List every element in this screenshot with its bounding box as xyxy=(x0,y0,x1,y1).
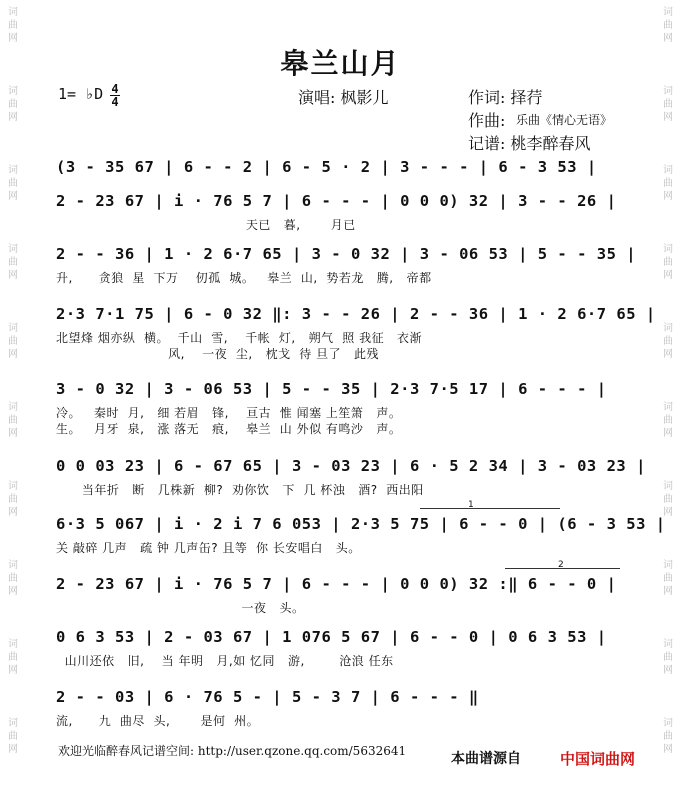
watermark-group xyxy=(657,243,679,282)
watermark-group xyxy=(657,6,679,45)
watermark-char: 曲 xyxy=(8,20,18,31)
watermark-group xyxy=(2,85,24,124)
watermark-char: 网 xyxy=(8,665,18,676)
watermark-char: 网 xyxy=(8,428,18,439)
notes-line: 2 - - 36 | 1 · 2 6·7 65 | 3 - 0 32 | 3 - 06 53 | 5 - - 35 | xyxy=(56,245,637,263)
watermark-char: 网 xyxy=(8,270,18,281)
notes-line: 2 - 23 67 | i · 76 5 7 | 6 - - - | 0 0 0) 32 | 3 - - 26 | xyxy=(56,192,617,210)
watermark-char: 网 xyxy=(663,112,673,123)
lyricist-credit: 作词: 择荇 xyxy=(468,88,543,107)
watermark-char: 网 xyxy=(8,191,18,202)
watermark-right xyxy=(657,0,679,795)
notes-line: 2 - 23 67 | i · 76 5 7 | 6 - - - | 0 0 0) 32 :‖ 6 - - 0 | xyxy=(56,575,617,593)
watermark-char: 曲 xyxy=(663,731,673,742)
watermark-char: 词 xyxy=(8,244,18,255)
watermark-group xyxy=(657,559,679,598)
notes-line: 3 - 0 32 | 3 - 06 53 | 5 - - 35 | 2·3 7·5 17 | 6 - - - | xyxy=(56,380,607,398)
lyrics-line: 风, 一夜 尘, 枕戈 待 旦了 此残 xyxy=(56,347,380,361)
notes-line: (3 - 35 67 | 6 - - 2 | 6 - 5 · 2 | 3 - - - | 6 - 3 53 | xyxy=(56,158,597,176)
watermark-char: 曲 xyxy=(663,257,673,268)
watermark-char: 网 xyxy=(663,270,673,281)
time-bottom: 4 xyxy=(111,95,119,109)
watermark-group xyxy=(2,401,24,440)
watermark-char: 曲 xyxy=(8,99,18,110)
singer-credit: 演唱: 枫影儿 xyxy=(298,88,389,107)
watermark-char: 网 xyxy=(663,744,673,755)
watermark-char: 曲 xyxy=(663,99,673,110)
watermark-group xyxy=(2,6,24,45)
watermark-group xyxy=(2,480,24,519)
volta-2-number: 2 xyxy=(558,560,564,570)
notes-line: 2 - - 03 | 6 · 76 5 - | 5 - 3 7 | 6 - - - ‖ xyxy=(56,688,479,706)
watermark-char: 词 xyxy=(8,560,18,571)
watermark-char: 曲 xyxy=(8,573,18,584)
lyrics-line: 冷。 秦时 月, 细 若眉 锋, 亘古 惟 闻塞 上笙箫 声。 xyxy=(56,406,402,420)
watermark-char: 词 xyxy=(663,86,673,97)
lyrics-line: 流, 九 曲尽 头, 是何 州。 xyxy=(56,714,260,728)
watermark-group xyxy=(2,322,24,361)
watermark-group xyxy=(2,243,24,282)
watermark-char: 网 xyxy=(8,744,18,755)
transcriber-credit: 记谱: 桃李醉春风 xyxy=(468,134,591,153)
notes-line: 0 0 03 23 | 6 - 67 65 | 3 - 03 23 | 6 · 5 2 34 | 3 - 03 23 | xyxy=(56,457,646,475)
watermark-char: 词 xyxy=(663,718,673,729)
watermark-group xyxy=(657,717,679,756)
watermark-char: 词 xyxy=(663,7,673,18)
watermark-char: 曲 xyxy=(8,257,18,268)
volta-1-line xyxy=(420,508,560,509)
watermark-group xyxy=(657,322,679,361)
lyrics-line: 生。 月牙 泉, 涨 落无 痕, 皋兰 山 外似 有鸣沙 声。 xyxy=(56,422,402,436)
watermark-char: 词 xyxy=(8,402,18,413)
watermark-group xyxy=(2,164,24,203)
watermark-char: 网 xyxy=(8,112,18,123)
watermark-char: 网 xyxy=(663,586,673,597)
song-title: 皋兰山月 xyxy=(280,47,401,80)
key-signature: 1= ♭D xyxy=(58,85,104,103)
watermark-char: 网 xyxy=(8,507,18,518)
notes-line: 6·3 5 067 | i · 2 i 7 6 053 | 2·3 5 75 | 6 - - 0 | (6 - 3 53 | xyxy=(56,515,666,533)
watermark-char: 词 xyxy=(663,560,673,571)
notes-line: 0 6 3 53 | 2 - 03 67 | 1 076 5 67 | 6 - - 0 | 0 6 3 53 | xyxy=(56,628,607,646)
watermark-char: 曲 xyxy=(663,336,673,347)
watermark-char: 网 xyxy=(663,33,673,44)
time-signature xyxy=(110,84,120,107)
lyrics-line: 北望烽 烟亦纵 横。 千山 雪, 千帐 灯, 朔气 照 我征 衣渐 xyxy=(56,331,423,345)
watermark-group xyxy=(657,164,679,203)
watermark-char: 词 xyxy=(8,323,18,334)
watermark-char: 词 xyxy=(8,718,18,729)
lyrics-line: 关 敲碎 几声 疏 钟 几声缶? 且等 你 长安唱白 头。 xyxy=(56,541,361,555)
watermark-char: 网 xyxy=(8,586,18,597)
watermark-char: 曲 xyxy=(663,494,673,505)
watermark-group xyxy=(657,480,679,519)
lyrics-line: 山川还依 旧, 当 年明 月,如 忆同 游, 沧浪 任东 xyxy=(56,654,394,668)
lyrics-line: 一夜 头。 xyxy=(56,601,305,615)
time-top: 4 xyxy=(111,82,119,96)
watermark-char: 词 xyxy=(8,481,18,492)
lyrics-line: 天已 暮, 月已 xyxy=(56,218,356,232)
watermark-char: 网 xyxy=(663,428,673,439)
watermark-group xyxy=(657,638,679,677)
brand-logo: 中国词曲网 xyxy=(560,750,636,768)
watermark-char: 曲 xyxy=(663,20,673,31)
source-label: 本曲谱源自 xyxy=(451,751,521,767)
watermark-char: 曲 xyxy=(663,573,673,584)
watermark-group xyxy=(2,717,24,756)
watermark-char: 曲 xyxy=(8,494,18,505)
lyrics-line: 升, 贪狼 星 下万 仞孤 城。 皋兰 山, 势若龙 腾, 帝都 xyxy=(56,271,432,285)
watermark-char: 词 xyxy=(663,481,673,492)
volta-1-number: 1 xyxy=(468,500,474,510)
watermark-char: 词 xyxy=(663,323,673,334)
footer-text: 欢迎光临醉春风记谱空间: http://user.qzone.qq.com/5632641 xyxy=(58,744,407,758)
watermark-group xyxy=(657,401,679,440)
lyrics-line: 当年折 断 几株新 柳? 劝你饮 下 几 杯浊 酒? 西出阳 xyxy=(56,483,424,497)
watermark-char: 网 xyxy=(663,349,673,360)
watermark-char: 网 xyxy=(663,665,673,676)
watermark-char: 网 xyxy=(8,349,18,360)
watermark-group xyxy=(2,638,24,677)
watermark-group xyxy=(657,85,679,124)
watermark-char: 网 xyxy=(8,33,18,44)
watermark-char: 词 xyxy=(8,165,18,176)
watermark-char: 曲 xyxy=(663,652,673,663)
watermark-char: 词 xyxy=(8,639,18,650)
composer-label: 作曲: xyxy=(468,111,506,130)
watermark-char: 网 xyxy=(663,507,673,518)
watermark-char: 词 xyxy=(663,244,673,255)
watermark-group xyxy=(2,559,24,598)
watermark-char: 词 xyxy=(663,402,673,413)
watermark-char: 曲 xyxy=(8,178,18,189)
watermark-char: 网 xyxy=(663,191,673,202)
notes-line: 2·3 7·1 75 | 6 - 0 32 ‖: 3 - - 26 | 2 - - 36 | 1 · 2 6·7 65 | xyxy=(56,305,656,323)
watermark-char: 词 xyxy=(8,86,18,97)
watermark-char: 词 xyxy=(663,165,673,176)
watermark-char: 曲 xyxy=(663,178,673,189)
watermark-char: 曲 xyxy=(8,652,18,663)
composer-credit: 乐曲《情心无语》 xyxy=(516,113,613,127)
watermark-char: 词 xyxy=(663,639,673,650)
watermark-char: 曲 xyxy=(8,336,18,347)
watermark-char: 曲 xyxy=(8,731,18,742)
watermark-left xyxy=(2,0,24,795)
watermark-char: 曲 xyxy=(8,415,18,426)
watermark-char: 曲 xyxy=(663,415,673,426)
watermark-char: 词 xyxy=(8,7,18,18)
